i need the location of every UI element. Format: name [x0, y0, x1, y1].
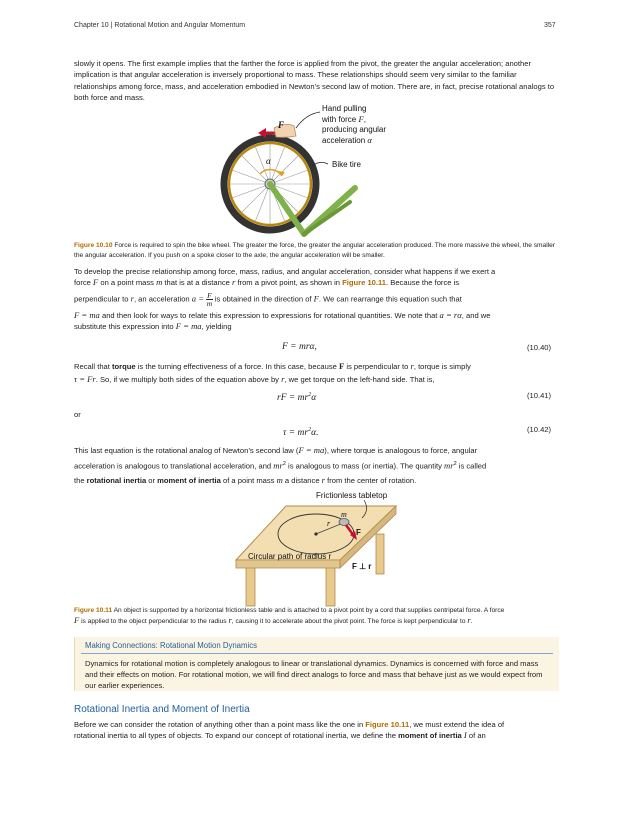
wheel-force-label: F — [278, 120, 285, 130]
hand-leader-line — [296, 112, 320, 128]
page-number: 357 — [544, 22, 556, 29]
table-force-label: F — [356, 528, 361, 537]
paragraph-derivation: To develop the precise relationship among force, mass, radius, and angular acceleration, consider what happens if we exert a force F on a point mass m that is at a distance r from a pivot point, as shown in Figure 10.11. Because the force is perpendicular to r, an acceleration a = $\frac{F}{m}$ is obtained in the direction of F. We can rearrange this equation such that F = ma and then look for ways to relate this expression to expressions for rotational quantities. We note that a = rα, and we substitute this expression into F = ma, yielding — [74, 267, 496, 332]
table-leg-back-right — [376, 534, 384, 574]
bike-tire-label: Bike tire — [332, 160, 361, 169]
point-mass — [339, 519, 349, 526]
paragraph-torque: Recall that torque is the turning effectiveness of a force. In this case, because F is perpendicular to r, torque is simply τ = Fr. So, if we multiply both sides of the equation above by r, we get torque on the left-hand side. That is, — [74, 361, 471, 385]
wheel-alpha-label: α — [266, 156, 271, 166]
section-heading: Rotational Inertia and Moment of Inertia — [74, 704, 250, 715]
circular-path-label: Circular path of radius r — [248, 552, 332, 561]
equation-10-40-number: (10.40) — [527, 343, 552, 352]
making-connections-box — [74, 637, 559, 691]
or-text: or — [74, 410, 81, 419]
figure-10-11-link[interactable]: Figure 10.11 — [342, 278, 387, 288]
figure-10-11-table — [228, 490, 408, 610]
running-header: Chapter 10 | Rotational Motion and Angular Momentum — [74, 22, 246, 29]
equation-10-41-number: (10.41) — [527, 391, 552, 400]
radius-label: r — [327, 519, 331, 528]
figure-10-11-link-2[interactable]: Figure 10.11 — [365, 720, 410, 729]
table-leg-front-left — [246, 562, 255, 606]
fraction-F-over-m: $\frac{F}{m}$ — [206, 290, 213, 308]
paragraph-moment-of-inertia: Before we can consider the rotation of anything other than a point mass like the one in Figure 10.11, we must extend the idea of rotational inertia to all types of objects. To expand our concept of rotational inertia, we define the moment of inertia I of an — [74, 720, 505, 741]
paragraph-rotational-analog: This last equation is the rotational analog of Newton’s second law (F = ma), where torque is analogous to force, angular acceleration is analogous to translational acceleration, and $mr^2$ is analogous to mass (or inertia). The quantity $mr^2$ is called the rotational inertia or moment of inertia of a point mass m a distance r from the center of rotation. — [74, 445, 487, 486]
making-connections-title: Making Connections: Rotational Motion Dynamics — [85, 641, 258, 650]
figure-10-11-caption: Figure 10.11 An object is supported by a horizontal frictionless table and is attached to a pivot point by a cord that supplies centripetal force. A force F is applied to the object perpendicular to the radius r, causing it to accelerate about the pivot point. The force is kept perpendicular to r. — [74, 607, 505, 625]
equation-10-42-number: (10.42) — [527, 425, 552, 434]
figure-10-10-caption: Figure 10.10 Force is required to spin the bike wheel. The greater the force, the greater the angular acceleration produced. The more massive the wheel, the smaller the angular acceleration. If you push on a spoke closer to the axle, the angular acceleration will be smaller. — [74, 242, 555, 259]
table-leg-front-right — [326, 562, 335, 606]
equation-10-42: $\tau = mr^2\alpha$. — [283, 427, 319, 439]
mass-label: m — [341, 510, 347, 519]
paragraph-intro: slowly it opens. The first example implies that the farther the force is applied from the pivot, the greater the angular acceleration; another implication is that angular acceleration is inversely proportional to mass. These relationships should seem very similar to the familiar relationships among force, mass, and acceleration embodied in Newton’s second law of motion. There are, in fact, precise rotational analogs to both force and mass. — [74, 59, 555, 103]
making-connections-divider — [81, 653, 553, 654]
making-connections-body: Dynamics for rotational motion is completely analogous to linear or translational dynamics. Dynamics is concerned with force and mass and their effects on motion. For rotational motion, we will find direct analogs to force and mass that behave just as we would expect from our earlier experiences. — [85, 659, 543, 690]
equation-10-40: F = mrα, — [282, 342, 317, 352]
hand-label: Hand pulling with force F, producing angular acceleration α — [322, 104, 387, 145]
frictionless-tabletop-label: Frictionless tabletop — [316, 491, 388, 500]
perpendicular-label: F ⊥ r — [352, 562, 372, 571]
equation-10-41: rF = $mr^2\alpha$ — [277, 392, 317, 404]
pivot-point — [314, 532, 317, 535]
